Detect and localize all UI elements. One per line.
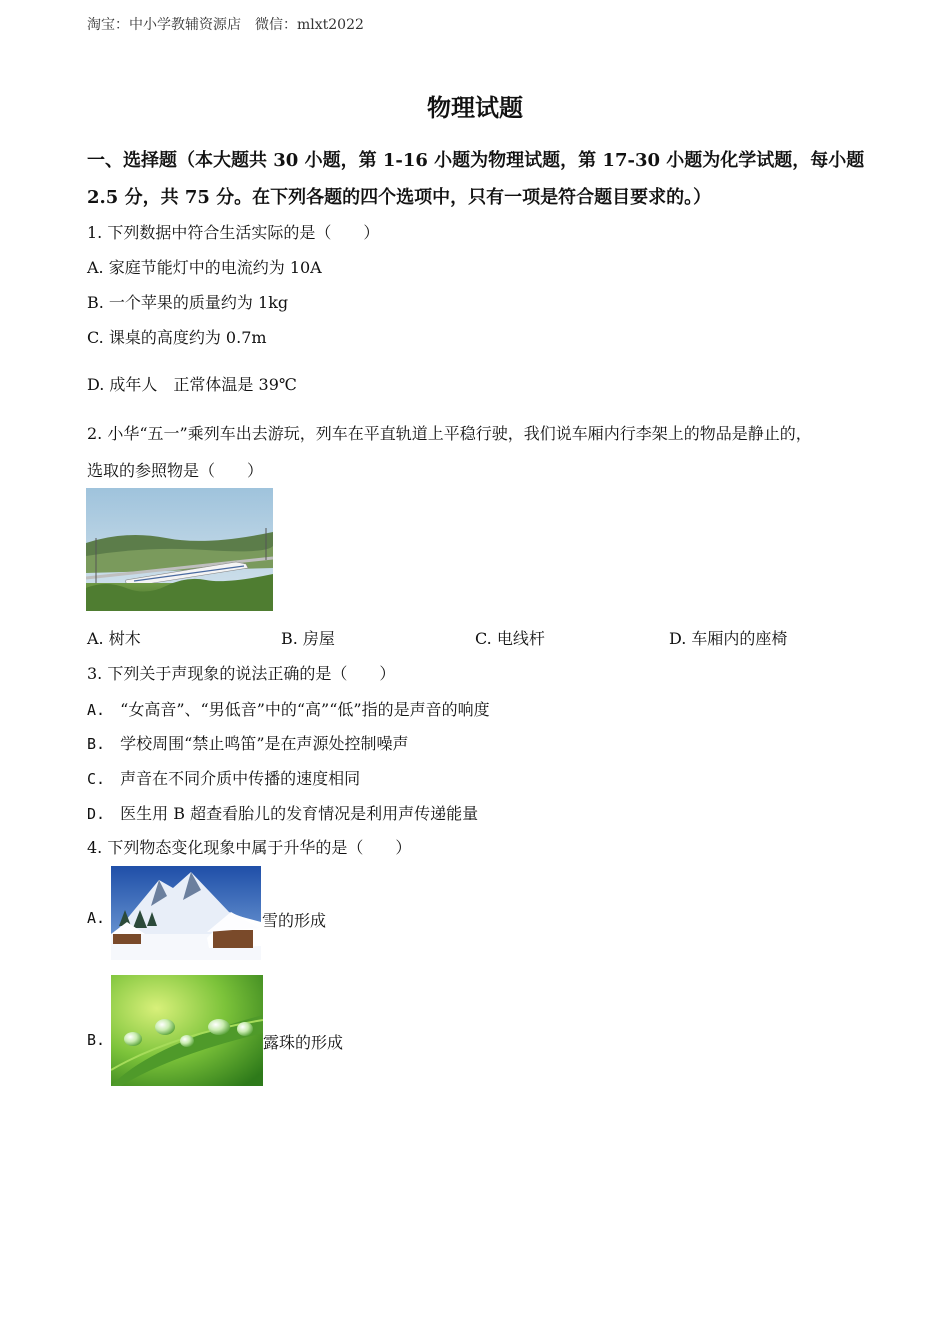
q3-option-a-text: “女高音”、“男低音”中的“高”“低”指的是声音的响度 — [120, 700, 490, 719]
q2-stem-line1: 2. 小华“五一”乘列车出去游玩，列车在平直轨道上平稳行驶，我们说车厢内行李架上的物品是静止的， — [87, 424, 812, 443]
header-watermark: 淘宝：中小学教辅资源店 微信：mlxt2022 — [87, 17, 364, 33]
q1-option-b: B. 一个苹果的质量约为 1kg — [87, 293, 289, 312]
q1-stem: 1. 下列数据中符合生活实际的是（ ） — [87, 223, 380, 242]
q3-option-a — [87, 697, 490, 720]
q2-option-a: A. 树木 — [87, 629, 141, 648]
q3-option-c — [87, 766, 360, 789]
page-title: 物理试题 — [427, 93, 523, 122]
q1-option-d: D. 成年人 正常体温是 39℃ — [87, 375, 297, 394]
q3-option-b-label: B. — [87, 735, 106, 753]
q3-option-d-label: D. — [87, 805, 106, 823]
q3-option-b — [87, 731, 409, 754]
dewdrop-photo — [111, 975, 263, 1086]
q4-option-b-label-wrap — [87, 1030, 105, 1049]
q1-option-c: C. 课桌的高度约为 0.7m — [87, 328, 267, 347]
q2-option-c: C. 电线杆 — [475, 629, 545, 648]
q3-option-d-text: 医生用 B 超查看胎儿的发育情况是利用声传递能量 — [120, 804, 479, 823]
q2-option-b: B. 房屋 — [281, 629, 335, 648]
q4-stem: 4. 下列物态变化现象中属于升华的是（ ） — [87, 838, 412, 857]
q2-option-d: D. 车厢内的座椅 — [669, 629, 788, 648]
snow-photo — [111, 866, 261, 960]
q4-option-a-text: 雪的形成 — [262, 911, 327, 930]
q3-option-a-label: A. — [87, 701, 106, 719]
train-photo — [86, 488, 273, 611]
section-heading-line2: 2.5 分，共 75 分。在下列各题的四个选项中，只有一项是符合题目要求的。） — [87, 187, 712, 208]
q4-option-b-text: 露珠的形成 — [263, 1033, 344, 1052]
q3-option-c-label: C. — [87, 770, 106, 788]
q3-option-d — [87, 801, 478, 824]
q4-option-b-label: B. — [87, 1031, 106, 1049]
section-heading-line1: 一、选择题（本大题共 30 小题，第 1-16 小题为物理试题，第 17-30 小题为化学试题，每小题 — [87, 150, 865, 171]
q3-option-b-text: 学校周围“禁止鸣笛”是在声源处控制噪声 — [120, 734, 409, 753]
q1-option-a: A. 家庭节能灯中的电流约为 10A — [87, 258, 322, 277]
q3-option-c-text: 声音在不同介质中传播的速度相同 — [120, 769, 361, 788]
q4-option-a-label-wrap — [87, 908, 105, 927]
q3-stem: 3. 下列关于声现象的说法正确的是（ ） — [87, 664, 396, 683]
q4-option-a-label: A. — [87, 909, 106, 927]
q2-stem-line2: 选取的参照物是（ ） — [87, 461, 264, 480]
